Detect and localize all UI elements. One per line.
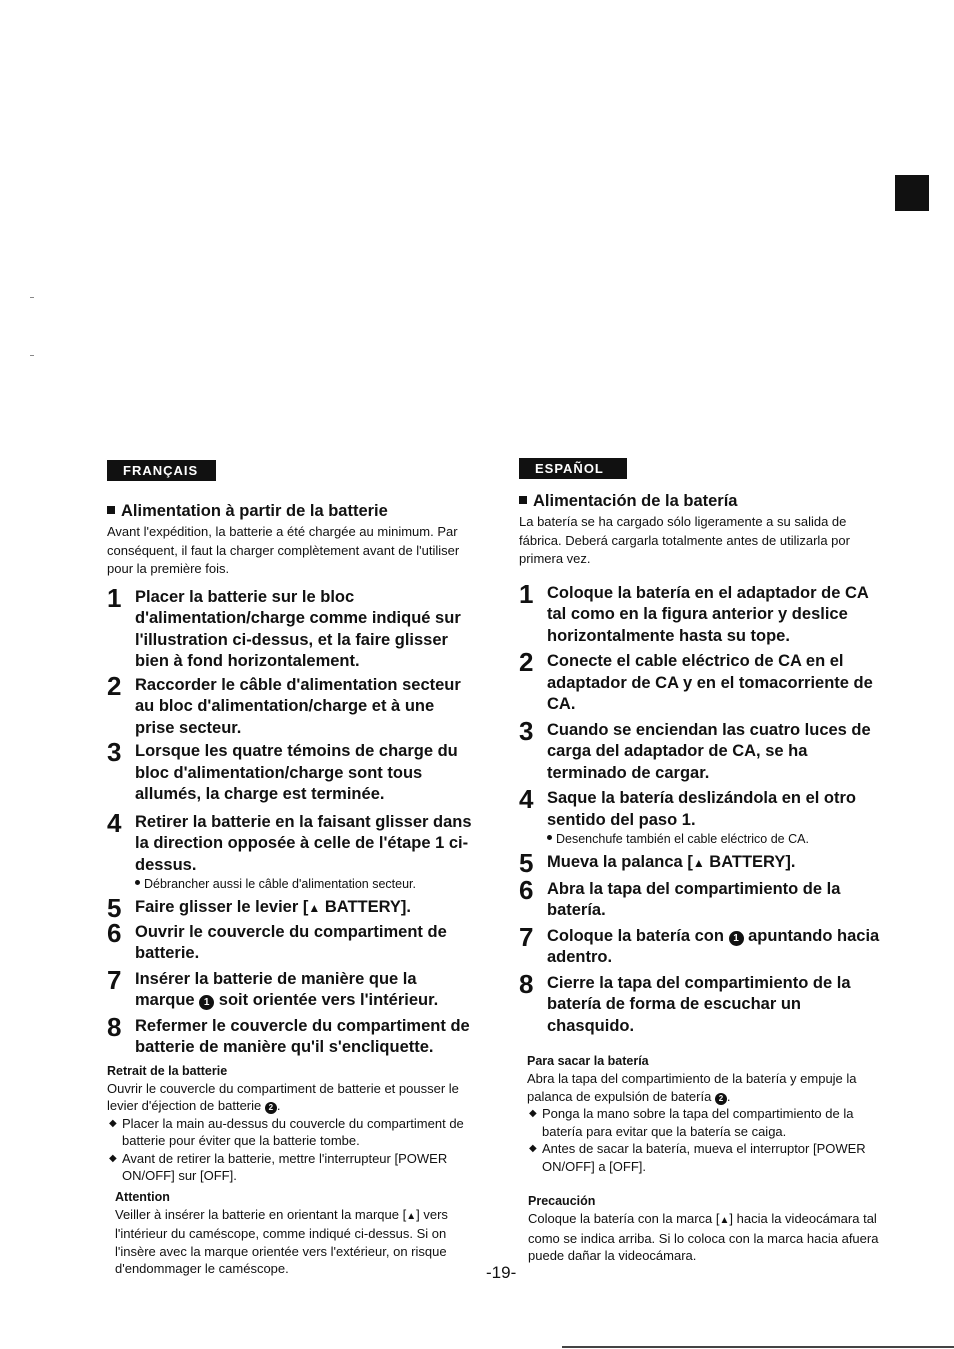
step-number: 3 xyxy=(519,715,534,746)
step-item: 5 Mueva la palanca [▲ BATTERY]. xyxy=(519,848,796,878)
dot-bullet-icon xyxy=(547,835,552,840)
step-text: Conecte el cable eléctrico de CA en el adaptador de CA y en el tomacorriente de CA. xyxy=(547,652,873,713)
step-item xyxy=(519,874,887,922)
step-number: 4 xyxy=(107,807,122,838)
step-note: Débrancher aussi le câble d'alimentation secteur. xyxy=(135,876,472,893)
step-text: Saque la batería deslizándola en el otro sentido del paso 1. xyxy=(547,789,857,829)
step-item xyxy=(519,578,887,648)
diamond-bullet-icon: ◆ xyxy=(529,1143,537,1154)
step-number: 1 xyxy=(107,582,122,613)
step-list xyxy=(107,582,472,1059)
list-item: ◆ Placer la main au-dessus du couvercle du compartiment de batterie pour éviter que la batterie tombe. xyxy=(109,1115,464,1148)
step-number: 6 xyxy=(107,917,122,948)
scan-speck xyxy=(30,355,34,356)
section-tab-marker xyxy=(895,175,929,211)
step-number: 8 xyxy=(519,968,534,999)
step-number: 2 xyxy=(519,647,534,677)
step-list xyxy=(519,578,887,1038)
step-item: 7 Coloque la batería con 1 apuntando hacia adentro. xyxy=(519,921,880,966)
step-text: Cuando se enciendan las cuatro luces de carga del adaptador de CA, se ha terminado de cargar. xyxy=(547,720,871,782)
square-bullet-icon xyxy=(519,496,527,504)
step-item xyxy=(107,737,472,806)
section-heading-text: Alimentation à partir de la batterie xyxy=(121,502,388,520)
removal-paragraph: Abra la tapa del compartimiento de la batería y empuje la palanca de expulsión de batería 2 . xyxy=(527,1071,857,1104)
step-item: 7 Insérer la batterie de manière que la marque 1 soit orientée vers l'intérieur. xyxy=(107,964,439,1009)
bottom-divider xyxy=(562,1346,954,1348)
spanish-column xyxy=(519,460,887,1265)
circled-number-icon: 1 xyxy=(199,995,214,1010)
step-number: 7 xyxy=(107,964,122,995)
step-text: Refermer le couvercle du compartiment de batterie de manière qu'il s'encliquette. xyxy=(135,1016,470,1056)
step-text: Ouvrir le couvercle du compartiment de batterie. xyxy=(135,922,447,962)
step-number: 7 xyxy=(519,921,534,952)
intro-paragraph: La batería se ha cargado sólo ligeramente a su salida de fábrica. Deberá cargarla totalmente antes de utilizarla por primera vez. xyxy=(519,514,850,566)
square-bullet-icon xyxy=(107,506,115,514)
step-text: Lorsque les quatre témoins de charge du bloc d'alimentation/charge sont tous allumés, la charge est terminée. xyxy=(135,742,458,803)
step-number: 1 xyxy=(519,578,534,609)
scan-speck xyxy=(30,297,34,298)
language-tab-french: FRANÇAIS xyxy=(107,460,216,481)
step-number: 6 xyxy=(519,874,534,905)
section-heading xyxy=(107,501,472,521)
attention-paragraph: Veiller à insérer la batterie en orientant la marque [▲] vers l'intérieur du caméscope, comme indiqué ci-dessus. Si on l'insère avec la marque orientée vers l'extérieur, on risque d'endommager le caméscope. xyxy=(115,1206,448,1276)
step-note: Desenchufe también el cable eléctrico de CA. xyxy=(547,831,887,848)
step-number: 5 xyxy=(519,848,534,878)
step-item xyxy=(519,784,887,848)
triangle-up-icon: ▲ xyxy=(719,1215,730,1226)
step-item xyxy=(519,715,887,785)
circled-number-icon: 2 xyxy=(265,1102,277,1114)
list-item: ◆ Antes de sacar la batería, mueva el interruptor [POWER ON/OFF] a [OFF]. xyxy=(529,1141,866,1174)
removal-heading: Para sacar la batería xyxy=(527,1054,649,1068)
step-item xyxy=(107,582,472,673)
language-tab-spanish: ESPAÑOL xyxy=(519,458,627,479)
french-column xyxy=(107,460,472,1278)
removal-heading: Retrait de la batterie xyxy=(107,1063,228,1078)
diamond-bullet-icon: ◆ xyxy=(109,1152,117,1164)
circled-number-icon: 2 xyxy=(715,1093,727,1105)
attention-paragraph: Coloque la batería con la marca [▲] hacia la videocámara tal como se indica arriba. Si lo coloca con la marca hacia afuera puede dañar la videocámara. xyxy=(528,1211,879,1263)
step-text: Raccorder le câble d'alimentation secteur au bloc d'alimentation/charge et à une prise secteur. xyxy=(135,675,461,737)
step-text: Coloque la batería en el adaptador de CA tal como en la figura anterior y deslice horizontalmente hasta su tope. xyxy=(547,583,869,645)
step-item xyxy=(519,647,887,716)
step-number: 3 xyxy=(107,737,122,767)
step-item xyxy=(107,807,472,894)
list-item: ◆ Avant de retirer la batterie, mettre l'interrupteur [POWER ON/OFF] sur [OFF]. xyxy=(109,1150,448,1183)
step-number: 2 xyxy=(107,670,122,701)
page-number: -19- xyxy=(486,1263,517,1282)
attention-heading: Attention xyxy=(115,1189,170,1204)
section-heading xyxy=(519,491,887,511)
triangle-up-icon: ▲ xyxy=(308,901,321,915)
list-item: ◆ Ponga la mano sobre la tapa del compartimiento de la batería para evitar que la batería se caiga. xyxy=(529,1106,854,1139)
step-text: Placer la batterie sur le bloc d'alimentation/charge comme indiqué sur l'illustration ci-dessus, et la faire glisser bien à fond horizontalement. xyxy=(135,587,461,670)
step-item xyxy=(519,968,887,1038)
diamond-bullet-icon: ◆ xyxy=(529,1108,537,1119)
section-heading-text: Alimentación de la batería xyxy=(533,492,738,510)
attention-heading: Precaución xyxy=(528,1194,596,1208)
dot-bullet-icon xyxy=(135,880,140,885)
removal-paragraph: Ouvrir le couvercle du compartiment de batterie et pousser le levier d'éjection de batterie 2 . xyxy=(107,1080,459,1113)
step-text: Abra la tapa del compartimiento de la batería. xyxy=(547,879,841,919)
step-number: 4 xyxy=(519,784,534,814)
step-item xyxy=(107,1011,472,1059)
triangle-up-icon: ▲ xyxy=(692,856,705,870)
step-item xyxy=(107,670,472,740)
step-number: 8 xyxy=(107,1011,122,1042)
intro-paragraph: Avant l'expédition, la batterie a été chargée au minimum. Par conséquent, il faut la charger complètement avant de l'utiliser pour la première fois. xyxy=(107,524,460,576)
triangle-up-icon: ▲ xyxy=(406,1210,417,1222)
step-item xyxy=(107,917,472,965)
step-text: Cierre la tapa del compartimiento de la batería de forma de escuchar un chasquido. xyxy=(547,973,851,1035)
step-item: 5 Faire glisser le levier [▲ BATTERY]. xyxy=(107,893,411,923)
circled-number-icon: 1 xyxy=(729,931,744,946)
diamond-bullet-icon: ◆ xyxy=(109,1117,117,1129)
step-number: 5 xyxy=(107,893,122,923)
step-text: Retirer la batterie en la faisant glisser dans la direction opposée à celle de l'étape 1 ci-dessus. xyxy=(135,812,472,874)
